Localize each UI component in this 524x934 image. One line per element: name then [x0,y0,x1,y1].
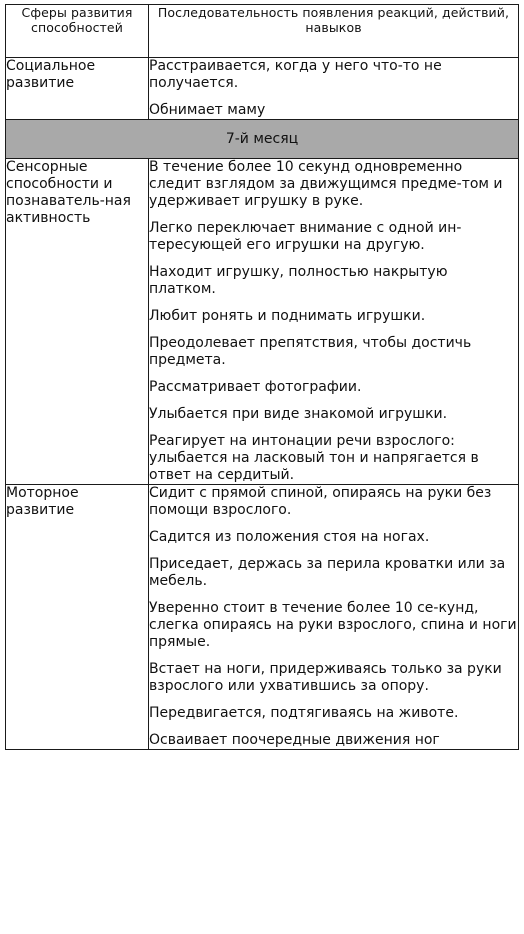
list-item: Уверенно стоит в течение более 10 се-кунд, слегка опираясь на руки взрослого, спина и ноги прямые. [149,600,517,650]
area-social: Социальное развитие [6,58,149,120]
list-item: Реагирует на интонации речи взрослого: улыбается на ласковый тон и напрягается в ответ на сердитый. [149,433,479,483]
list-item: В течение более 10 секунд одновременно следит взглядом за движущимся предме-том и удерживает игрушку в руке. [149,159,503,209]
items-social [149,58,519,120]
list-item: Садится из положения стоя на ногах. [149,529,430,545]
table-row-motor [6,485,519,750]
items-motor [149,485,519,750]
area-motor: Моторное развитие [6,485,149,750]
header-areas: Сферы развития способностей [6,5,149,58]
header-row [6,5,519,58]
list-item: Улыбается при виде знакомой игрушки. [149,406,448,422]
list-item: Рассматривает фотографии. [149,379,362,395]
month-row [6,120,519,159]
items-sensory [149,159,519,485]
list-item: Находит игрушку, полностью накрытую платком. [149,264,448,297]
area-sensory: Сенсорные способности и познаватель-ная активность [6,159,149,485]
list-item: Встает на ноги, придерживаясь только за руки взрослого или ухватившись за опору. [149,661,502,694]
list-item: Осваивает поочередные движения ног [149,732,440,748]
list-item: Обнимает маму [149,102,266,118]
table-row-sensory [6,159,519,485]
month-label: 7-й месяц [6,120,519,159]
table-row-social [6,58,519,120]
development-table [5,4,519,750]
list-item: Расстраивается, когда у него что-то не получается. [149,58,442,91]
list-item: Любит ронять и поднимать игрушки. [149,308,426,324]
list-item: Преодолевает препятствия, чтобы достичь предмета. [149,335,472,368]
list-item: Сидит с прямой спиной, опираясь на руки без помощи взрослого. [149,485,492,518]
list-item: Легко переключает внимание с одной ин-тересующей его игрушки на другую. [149,220,462,253]
list-item: Передвигается, подтягиваясь на животе. [149,705,459,721]
list-item: Приседает, держась за перила кроватки или за мебель. [149,556,506,589]
header-sequence: Последовательность появления реакций, действий, навыков [149,5,519,58]
